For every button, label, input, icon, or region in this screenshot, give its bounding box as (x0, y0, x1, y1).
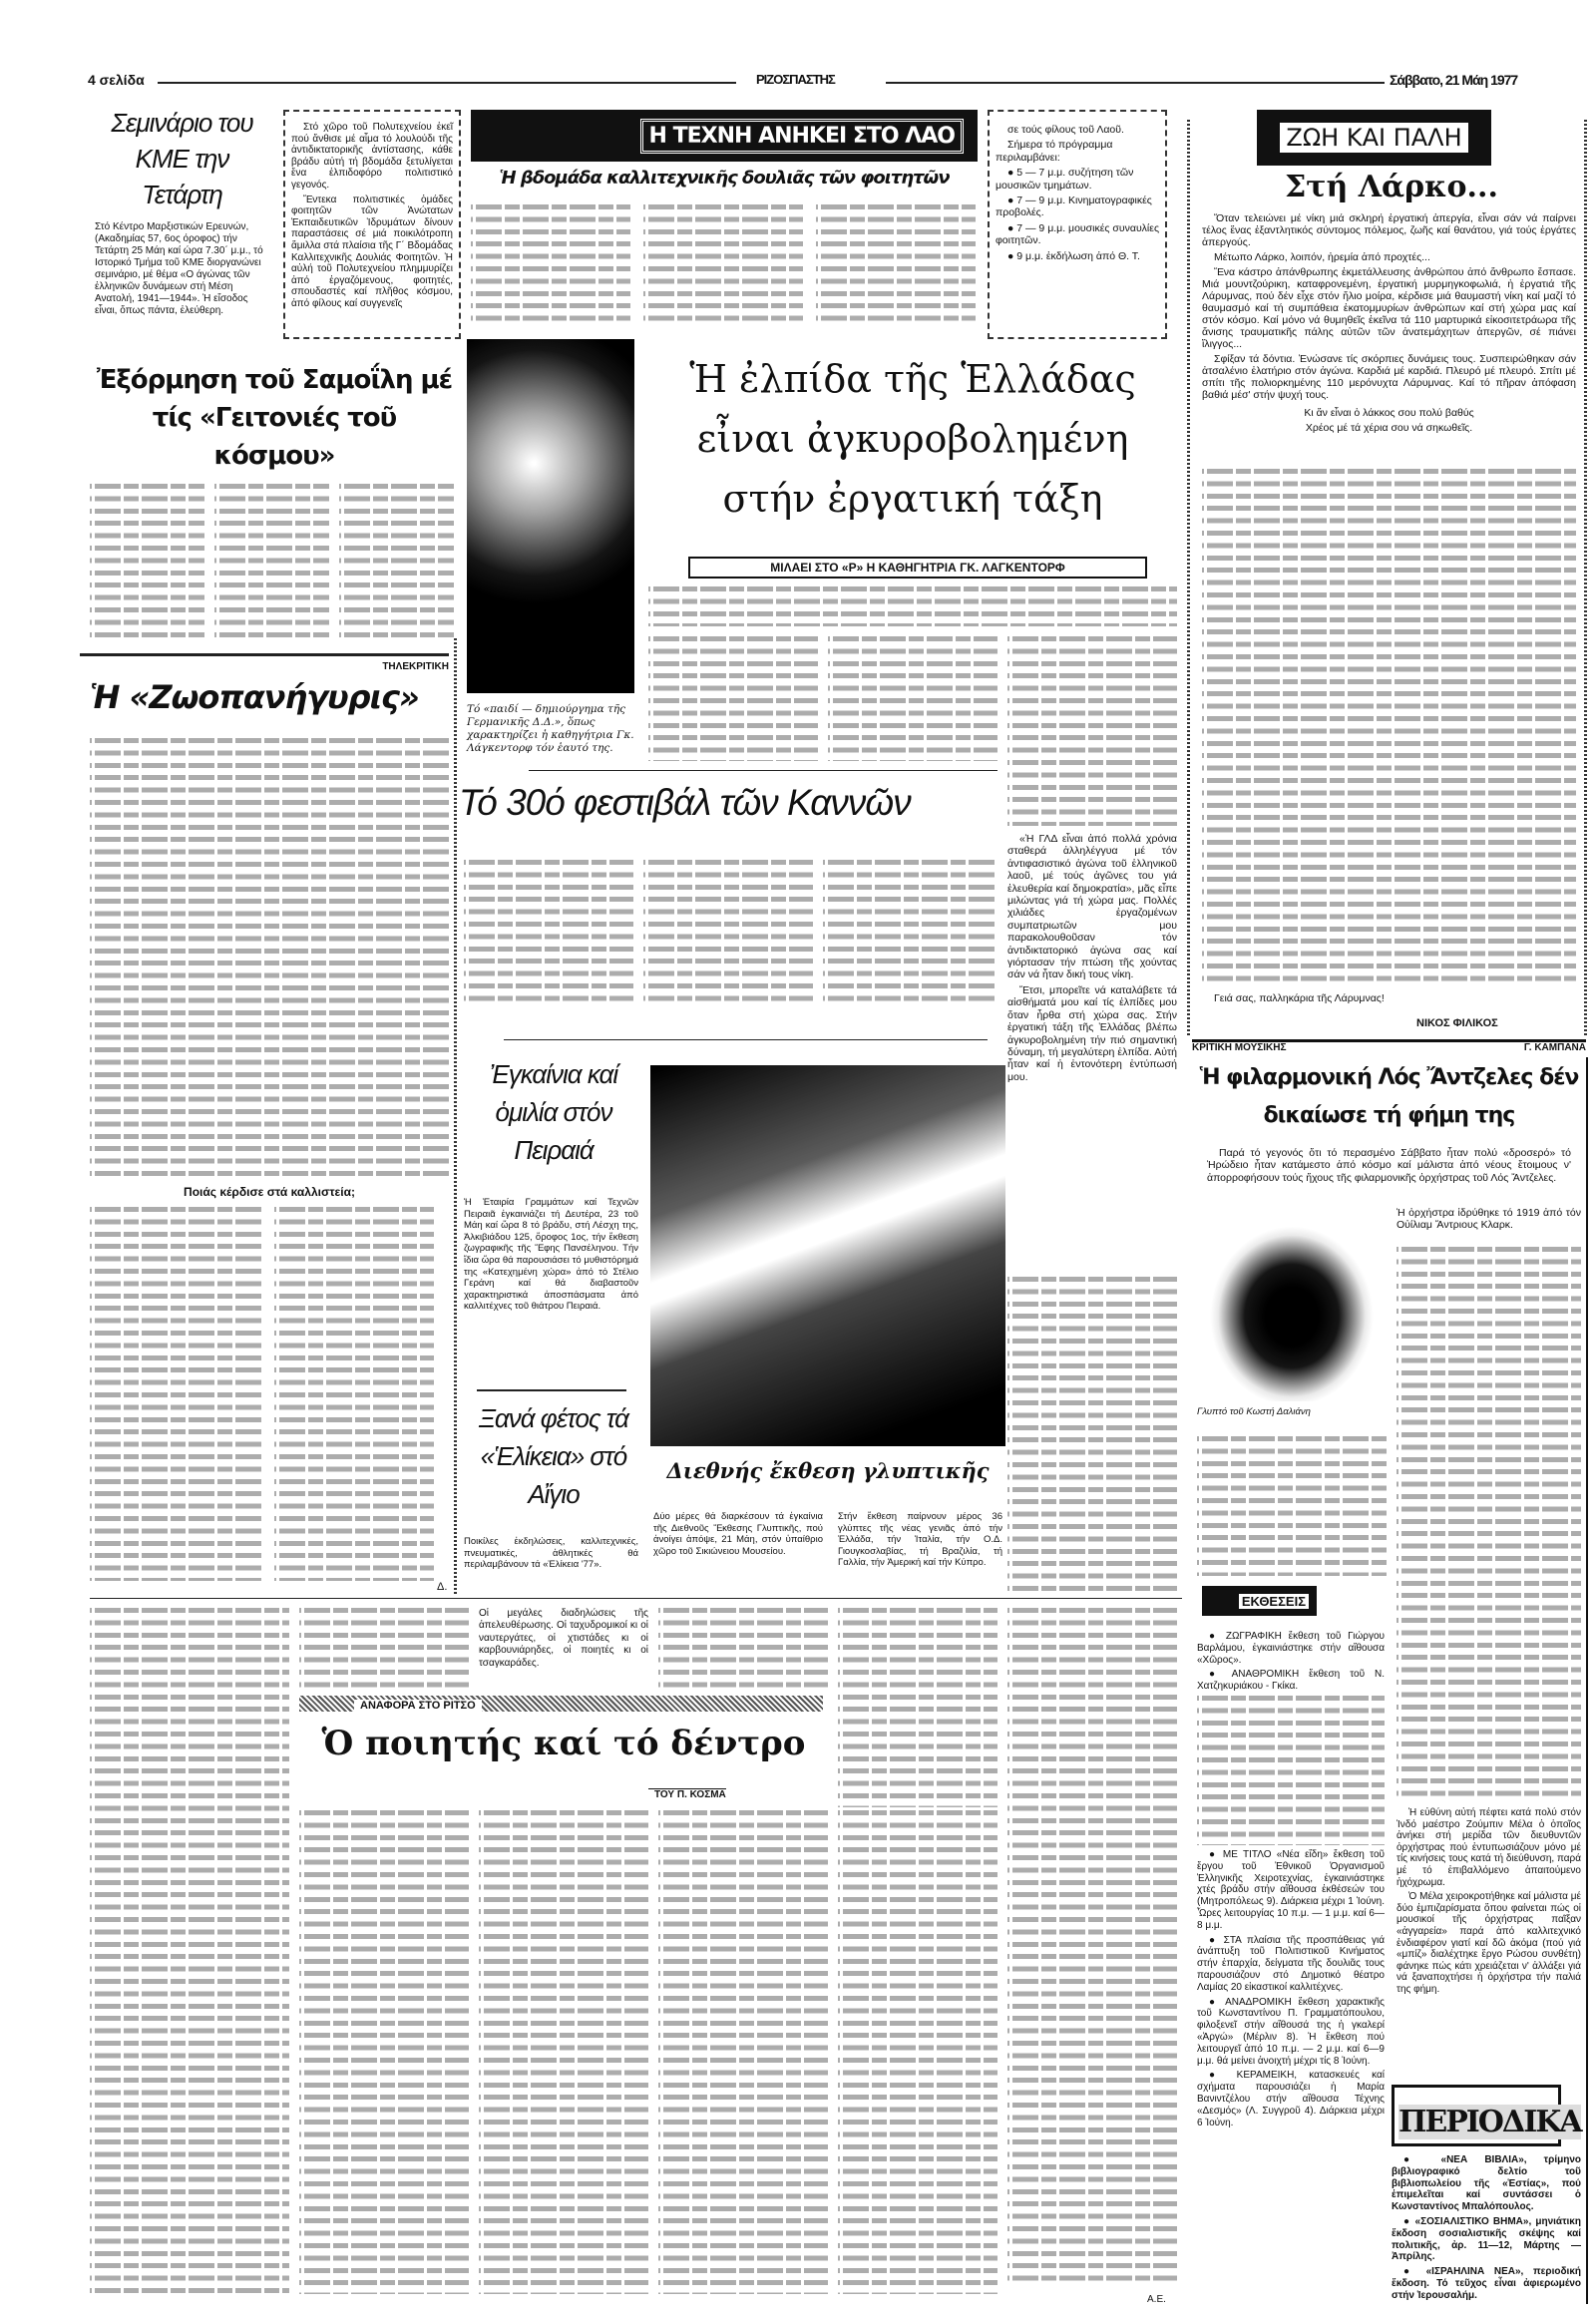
exhibition-item: ● ΜΕ ΤΙΤΛΟ «Νέα εἴδη» ἔκθεση τοῦ ἔργου τοῦ Ἐθνικοῦ Ὀργανισμοῦ Ἑλληνικῆς Χειροτεχνίας, ἐγκαινιάστηκε χτές βράδυ στήν αἴθουσα ἐκθέσεών του (Μητροπόλεως 9). Διάρκεια μέχρι 1 Ἰούνη. Ὧρες λειτουργίας 10 π.μ. — 1 μ.μ. καί 6—8 μ.μ. (1197, 1848, 1385, 1931)
larko-body: Ὅταν τελειώνει μέ νίκη μιά σκληρή ἐργατική ἀπεργία, εἶναι σάν νά παίρνει τέλος ἕνας ἐξαντλητικός σύντομος πόλεμος, ζωῆς καί θανάτου, γιά τούς ἐργάτες ἀπεργούς. Μέτωπο Λάρκο, λοιπόν, ἠρεμία ἀπό προχτές... Ἕνα κάστρο ἀπάνθρωπης ἐκμετάλλευσης ἀνθρώπου ἀπό ἄνθρωπο ἔσπασε. Μιά μουντζούρικη, καταφρονεμένη, ἐργατική μυρμηγκοφωλιά, ἡ ἐργατιά τῆς Λάρυμνας, πού δέν εἶχε στόν ἥλιο μοίρα, κέρδισε μιά θαυμαστή νίκη καί μαζί τό θαυμασμό καί τή συμπάθεια ἑκατομμυρίων ἀνθρώπων καί στή χώρα μας καί στόν κόσμο. Καί μόνο νά θυμηθεῖς ἐκεῖνα τά 110 μαρτυρικά εἰκοσιτετράωρα τῆς ἄνισης τραυματικῆς πάλης αὐτῶν τῶν ἀνατεμάχητων ἀπεργῶν, σέ πιάνει ἴλιγγος... Σφίξαν τά δόντια. Ἑνώσανε τίς σκόρπιες δυνάμεις τους. Συσπειρώθηκαν σάν ἀτσαλένιο ἐλατήριο στόν ἀγώνα. Καρδιά μέ καρδιά. Πλευρό μέ πλευρό. Σπίτι μέ σπίτι τῆς πολιορκημένης 110 μερόνυχτα Λάρυμνας. Καί τό πῆραν ἀπόφαση βαθιά μέσ' στήν ψυχή τους. Κι ἄν εἶναι ὁ λάκκος σου πολύ βαθύς Χρέος μέ τά χέρια σου νά σηκωθεῖς. (1202, 212, 1576, 434)
larko-section-banner: ΖΩΗ ΚΑΙ ΠΑΛΗ (1257, 110, 1491, 166)
tv-section-label: ΤΗΛΕΚΡΙΤΙΚΗ (80, 653, 449, 674)
exhibition-item: ● ΑΝΑΔΡΟΜΙΚΗ ἔκθεση χαρακτικῆς τοῦ Κωνσταντίνου Π. Γραμματόπουλου, φιλοξενεῖ στήν αἴθουσά της ἡ γκαλερί «Ἀργώ» (Μέρλιν 8). Ἡ ἔκθεση πού λειτουργεῖ ἀπό 10 π.μ. — 2 μ.μ. καί 6—9 μ.μ. θά μείνει ἀνοιχτή μέχρι τίς 8 Ἰούνη. (1197, 1996, 1385, 2067)
tv-headline: Ἡ «Ζωοπανήγυρις» (90, 678, 419, 716)
exhibitions-banner: ΕΚΘΕΣΕΙΣ (1202, 1586, 1317, 1616)
music-photo-caption: Γλυπτό τοῦ Κωστή Δαλιάνη (1197, 1406, 1311, 1417)
periodicals-list (1392, 2154, 1581, 2305)
larko-closing: Γειά σας, παλληκάρια τῆς Λάρυμνας! (1214, 992, 1385, 1004)
page-number: 4 σελίδα (88, 72, 145, 88)
exhibition-item: ● ΣΤΑ πλαίσια τῆς προσπάθειας γιά ἀνάπτυξη τοῦ Πολιτιστικοῦ Κινήματος στήν ἐπαρχία, δείγματα τῆς δουλιᾶς τους παρουσιάζουν στό Δημοτικό θέατρο Λαμίας 20 εἰκαστικοί καλλιτέχνες. (1197, 1934, 1385, 1993)
ritsos-section-bar: ΑΝΑΦΟΡΑ ΣΤΟ ΡΙΤΣΟ (299, 1696, 823, 1712)
piraeus-body: Ἡ Ἑταιρία Γραμμάτων καί Τεχνῶν Πειραιᾶ ἐγκαινιάζει τή Δευτέρα, 23 τοῦ Μάη καί ὥρα 8 τό βράδυ, στή Λέσχη της, Ἀλκιβιάδου 125, ὄροφος 1ος, τήν ἔκθεση ζωγραφικῆς τῆς Ἔφης Πανσέληνου. Τήν ἴδια ὥρα θά παρουσιάσει τό μυθιστόρημά της «Κατεχημένη χώρα» ἀπό τό Στέλιο Γεράνη καί θά διαβαστοῦν χαρακτηριστικά ἀποσπάσματα ἀπό καλλιτέχνες τοῦ θιάτρου Πειραιά. (464, 1197, 638, 1313)
periodical-item: ● «ΙΣΡΑΗΛΙΝΑ ΝΕΑ», περιοδική ἔκδοση. Τό τεῦχος εἶναι ἀφιερωμένο στήν Ἱερουσαλήμ. (1392, 2266, 1581, 2301)
sculpture-body-1: Δύο μέρες θά διαρκέσουν τά ἐγκαίνια τῆς Διεθνοῦς Ἔκθεσης Γλυπτικῆς, πού ἀνοίγει ἀπόψε, 21 Μάη, στόν ὑπαίθριο χῶρο τοῦ Σικιώνειου Μουσείου. (653, 1511, 823, 1557)
piraeus-headline: Ἐγκαίνια καί ὁμιλία στόν Πειραιά (489, 1059, 618, 1165)
music-body: Ἡ εὐθύνη αὐτή πέφτει κατά πολύ στόν Ἰνδό μαέστρο Ζούμπιν Μέλα ὁ ὁποῖος ἀνήκει στή μερίδα τῶν διευθυντῶν ὀρχήστρας πού ἐντυπωσιάζουν μόνο μέ τίς κινήσεις τους κατά τή διεύθυνση, παρά μέ τό ἐπιβαλλόμενο ἀπαιτούμενο ἠχόχρωμα. Ὁ Μέλα χειροκροτήθηκε καί μάλιστα μέ δύο ἐμπιζαρίσματα ὅπου φαίνεται πώς οἱ μουσικοί τῆς ὀρχήστρας παῖξαν «ἀγγαρεία» παρά ἀπό καλλιτεχνικό ἐνδιαφέρον γιατί καί δῶ ἀκόμα (πού γιά «μπίζ» διαλέχτηκε ἔργο Ρώσου συνθέτη) φάνηκε πώς κάτι χρειάζεται ν' ἀλλάξει γιά νά ξαναποχτήσει ἡ ὀρχήστρα τήν παλιά της φήμη. (1396, 1807, 1581, 1995)
paper-name: ΡΙΖΟΣΠΑΣΤΗΣ (756, 72, 835, 87)
larko-byline: ΝΙΚΟΣ ΦΙΛΙΚΟΣ (1416, 1017, 1498, 1029)
periodical-item: ● «ΣΟΣΙΑΛΙΣΤΙΚΟ ΒΗΜΑ», μηνιάτικη ἔκδοση σοσιαλιστικῆς σκέψης καί πολιτικῆς, ἀρ. 11—12, Μάρτης — Ἀπρίλης. (1392, 2215, 1581, 2263)
photo-caption: Τό «παιδί — δημιούργημα τῆς Γερμανικῆς Δ.Δ.», ὅπως χαρακτηρίζει ἡ καθηγήτρια Γκ. Λάγκεντορφ τόν ἑαυτό της. (467, 703, 634, 754)
exhibition-item: ● ΖΩΓΡΑΦΙΚΗ ἔκθεση τοῦ Γιώργου Βαρλάμου, ἐγκαινιάστηκε στήν αἴθουσα «Χῶρος». (1197, 1631, 1385, 1666)
ritsos-headline: Ὁ ποιητής καί τό δέντρο (321, 1724, 806, 1763)
aigio-headline: Ξανά φέτος τά «Ἑλίκεια» στό Αἴγιο (479, 1403, 628, 1509)
exhibitions-list (1197, 1631, 1385, 2131)
music-section-bar (1192, 1039, 1586, 1053)
exhibition-item: ● ΚΕΡΑΜΕΙΚΗ, κατασκευές καί σχήματα παρουσιάζει ἡ Μαρία Βανιντζέλου στήν αἴθουσα Τέχνης «Δεσμός» (Λ. Συγγροῦ 4). Διάρκεια μέχρι 6 Ἰούνη. (1197, 2070, 1385, 2128)
sculpture-headline: Διεθνής ἔκθεση γλυπτικῆς (666, 1458, 990, 1483)
larko-title: Στή Λάρκο... (1285, 170, 1498, 204)
section-banner (471, 110, 978, 162)
tv-signature: Δ. (437, 1581, 448, 1593)
program-item: ● 7 — 9 μ.μ. Κινηματογραφικές προβολές. (996, 194, 1152, 219)
periodicals-banner: ΠΕΡΙΟΔΙΚΑ (1392, 2085, 1561, 2146)
students-intro-box (283, 110, 461, 339)
cannes-headline: Τό 30ό φεστιβάλ τῶν Καννῶν (459, 782, 911, 823)
masthead (88, 72, 1524, 92)
ritsos-byline: ΤΟΥ Π. ΚΟΣΜΑ (648, 1788, 726, 1800)
students-headline: Ἡ βδομάδα καλλιτεχνικῆς δουλιᾶς τῶν φοιτητῶν (499, 168, 950, 189)
students-program-box: σε τούς φίλους τοῦ Λαοῦ. Σήμερα τό πρόγραμμα περιλαμβάνει: ● 5 — 7 μ.μ. συζήτηση τῶν μουσικῶν τμημάτων. ● 7 — 9 μ.μ. Κινηματογραφικές προβολές. ● 7 — 9 μ.μ. μουσικές συναυλίες φοιτητῶν. ● 9 μ.μ. ἐκδήλωση ἀπό Θ. Τ. (988, 110, 1167, 339)
program-item: ● 5 — 7 μ.μ. συζήτηση τῶν μουσικῶν τμημάτων. (996, 167, 1134, 192)
issue-date: Σάββατο, 21 Μάη 1977 (1390, 72, 1518, 88)
sculpture-photo (1197, 1212, 1387, 1401)
music-p1: Ἡ ὀρχήστρα ἱδρύθηκε τό 1919 ἀπό τόν Οὐίλιαμ Ἄντριους Κλαρκ. (1396, 1207, 1581, 1232)
interview-kicker: ΜΙΛΑΕΙ ΣΤΟ «Ρ» Η ΚΑΘΗΓΗΤΡΙΑ ΓΚ. ΛΑΓΚΕΝΤΟΡΦ (688, 557, 1147, 579)
exhibition-item: ● ΑΝΑΘΡΟΜΙΚΗ ἔκθεση τοῦ Ν. Χατζηκυριάκου - Γκίκα. (1197, 1669, 1385, 1693)
music-section: ΚΡΙΤΙΚΗ ΜΟΥΣΙΚΗΣ (1192, 1042, 1287, 1053)
music-intro: Παρά τό γεγονός ὅτι τό περασμένο Σάββατο ἦταν πολύ «δροσερό» τό Ἡρώδειο ἦταν κατάμεστο ἀπό κόσμο καί μάλιστα ἀπό νέους ἕτοιμους ν' ἀπορροφήσουν τούς ἤχους τῆς φιλαρμονικῆς ὀρχήστρας τοῦ Λός Ἄντζελες. (1207, 1147, 1571, 1184)
students-box-p1: Στό χῶρο τοῦ Πολυτεχνείου ἐκεῖ πού ἄνθισε μέ αἷμα τό λουλούδι τῆς ἀντιδικτατορικῆς ἀντίστασης, κάθε βράδυ αὐτή τή βδομάδα ξετυλίγεται ἕνα ἐλπιδοφόρο πολιτιστικό γεγονός. (291, 122, 453, 191)
interview-quote: «Ἡ ΓΛΔ εἶναι ἀπό πολλά χρόνια σταθερά ἀλληλέγγυα μέ τόν ἀντιφασιστικό ἀγώνα τοῦ ἑλληνικοῦ λαοῦ, μέ τούς ἀγῶνες του γιά ἐλευθερία καί δημοκρατία», μᾶς εἶπε μιλώντας γιά τή χώρα μας. Πολλές χιλιάδες ἐργαζομένων συμπατριωτῶν μου παρακολουθοῦσαν τόν ἀντιδικτατορικό ἀγώνα σας καί γιόρτασαν τήν πτώση τῆς χούντας σάν νά ἦταν δική τους νίκη. Ἔτσι, μπορεῖτε νά καταλάβετε τά αἰσθήματά μου καί τίς ἐλπίδες μου ὅταν ἦρθα στή χώρα σας. Στήν ἐργατική τάξη τῆς Ἑλλάδας βλέπω ἀγκυροβολημένη τήν πιό σημαντική δύναμη, τή μεγαλύτερη ἐλπίδα. Αὐτή ἦταν καί ἡ ἐντονότερη ἐντύπωσή μου. (1007, 833, 1177, 1083)
seminar-title: Σεμινάριο του ΚΜΕ την Τετάρτη (111, 108, 253, 209)
banner-text: Η ΤΕΧΝΗ ΑΝΗΚΕΙ ΣΤΟ ΛΑΟ (640, 119, 964, 154)
sculpture-body-2: Στήν ἔκθεση παίρνουν μέρος 36 γλύπτες τῆς νέας γενιᾶς ἀπό τήν Ἑλλάδα, τήν Ἰταλία, τήν Ο.Δ. Γιουγκοσλαβίας, τή Βραζιλία, τή Γαλλία, τήν Ἀμερική καί τήν Κύπρο. (838, 1511, 1002, 1569)
program-item: ● 9 μ.μ. ἐκδήλωση ἀπό Θ. Τ. (1007, 249, 1140, 262)
periodical-item: ● «ΝΕΑ ΒΙΒΛΙΑ», τρίμηνο βιβλιογραφικό δελτίο τοῦ βιβλιοπωλείου τῆς «Ἑστίας», πού ἐπιμελεῖται καί συντάσσει ὁ Κωνσταντίνος Μπαλόπουλος. (1392, 2154, 1581, 2213)
ritsos-excerpt: Οἱ μεγάλες διαδηλώσεις τῆς ἀπελευθέρωσης. Οἱ ταχυδρομικοί κι οἱ ναυτεργάτες, οἱ χτιστάδες κι οἱ καρβουνιάρηδες, οἱ ποιητές κι οἱ τσαγκαράδες. (479, 1608, 648, 1669)
aigio-body: Ποικίλες ἐκδηλώσεις, καλλιτεχνικές, πνευματικές, ἀθλητικές θά περιλαμβάνουν τά «Ἑλίκεια '77». (464, 1536, 638, 1571)
ritsos-signature: Α.Ε. (1147, 2294, 1166, 2305)
portrait-photo (467, 339, 634, 693)
sculpture-exhibition-photo (650, 1065, 1005, 1446)
seminar-body: Στό Κέντρο Μαρξιστικών Ερευνών, (Ακαδημίας 57, 6ος όροφος) τήν Τετάρτη 25 Μάη καί ώρα 7.30΄ μ.μ., τό Ιστορικό Τμήμα τοῦ ΚΜΕ διοργανώνει σεμινάριο, μέ θέμα «Ο άγώνας τῶν ἑλληνικῶν δυνάμεων στή Μέση Ανατολή, 1941—1944». Ἡ εἴσοδος εἶναι, ὅπως πάντα, ἐλεύθερη. (95, 221, 263, 316)
interview-headline: Ἡ ἐλπίδα τῆς Ἑλλάδας εἶναι ἀγκυροβολημένη στήν ἐργατική τάξη (689, 357, 1136, 521)
tv-subhead: Ποιάς κέρδισε στά καλλιστεία; (184, 1185, 355, 1199)
music-headline: Ἡ φιλαρμονική Λός Ἄντζελες δέν δικαίωσε τή φήμη της (1199, 1065, 1579, 1128)
samoilis-headline: Ἐξόρμηση τοῦ Σαμοΐλη μέ τίς «Γειτονιές τοῦ κόσμου» (96, 365, 453, 471)
program-item: ● 7 — 9 μ.μ. μουσικές συναυλίες φοιτητῶν. (996, 221, 1160, 247)
music-author: Γ. ΚΑΜΠΑΝΑ (1523, 1042, 1586, 1053)
students-box-p2: Ἕντεκα πολιτιστικές ὁμάδες φοιτητῶν τῶν Ἀνώτατων Ἐκπαιδευτικῶν Ἱδρυμάτων δίνουν παραστάσεις σέ μιά ποικιλότροπη ἅμιλλα στά πλαίσια τῆς Γ΄ Βδομάδας Καλλιτεχνικῆς Δουλιάς Φοιτητῶν. Ἡ αὐλή τοῦ Πολυτεχνείου πλημμυρίζει ἀπό ἐργαζόμενους, φοιτητές, σπουδαστές καί πλῆθος κόσμου, ἀπό φίλους καί συγγενεῖς (291, 193, 453, 309)
